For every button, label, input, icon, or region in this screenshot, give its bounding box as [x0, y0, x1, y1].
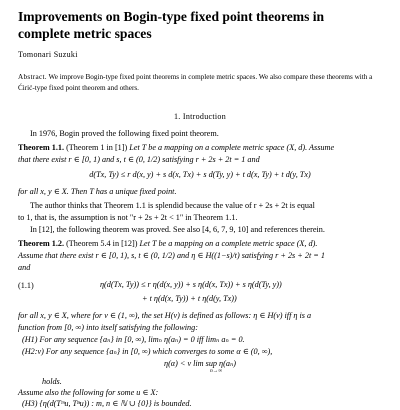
- theorem-1-1-label: Theorem 1.1.: [18, 143, 65, 152]
- equation-label: (1.1): [18, 281, 34, 290]
- abstract-text: We improve Bogin-type fixed point theorems in complete metric spaces. We also compare these theorems with a Ćirić-type fixed point theorem and others.: [18, 73, 373, 92]
- para-line2: to 1, that is, the assumption is not "r + 2s + 2t < 1" in Theorem 1.1.: [18, 213, 238, 222]
- holds-text: holds.: [42, 377, 62, 386]
- theorem-1-2-text4: for all x, y ∈ X, where for v ∈ (1, ∞), the set H(v) is defined as follows: η ∈ H(v) iff η is a: [18, 311, 312, 320]
- intro-text: In 1976, Bogin proved the following fixed point theorem.: [30, 129, 219, 138]
- condition-h1: (H1) For any sequence {aₙ} in [0, ∞), limₙ η(aₙ) = 0 iff limₙ aₙ = 0.: [22, 335, 245, 344]
- assume-text: Assume also the following for some u ∈ X:: [18, 388, 159, 397]
- para-line3: In [12], the following theorem was proved. See also [4, 6, 7, 9, 10] and references therein.: [30, 225, 325, 234]
- theorem-1-2-text1: Let T be a mapping on a complete metric space (X, d).: [139, 239, 318, 248]
- theorem-1-2-ref: (Theorem 5.4 in [12]): [66, 239, 138, 248]
- section-heading: 1. Introduction: [173, 112, 227, 121]
- theorem-1-1-equation: d(Tx, Ty) ≤ r d(x, y) + s d(x, Tx) + s d(Ty, y) + t d(x, Ty) + t d(y, Tx): [89, 170, 311, 179]
- condition-h2-equation: η(α) < v lim sup η(aₙ): [164, 359, 236, 368]
- abstract: [18, 72, 384, 94]
- theorem-1-2-text5: function from [0, ∞) into itself satisfying the following:: [18, 323, 198, 332]
- abstract-label: Abstract.: [18, 73, 47, 81]
- author-name: Tomonari Suzuki: [18, 50, 78, 59]
- theorem-1-1-text1: Let T be a mapping on a complete metric space (X, d). Assume: [129, 143, 335, 152]
- condition-h3: (H3) {η(d(Tᵐu, Tⁿu)) : m, n ∈ ℕ ∪ {0}} is bounded.: [22, 399, 192, 408]
- theorem-1-1-ref: (Theorem 1 in [1]): [66, 143, 128, 152]
- theorem-1-1-text3: for all x, y ∈ X. Then T has a unique fixed point.: [18, 187, 177, 196]
- theorem-1-1-text2: that there exist r ∈ [0, 1) and s, t ∈ (0, 1/2) satisfying r + 2s + 2t = 1 and: [18, 155, 260, 164]
- theorem-1-2-line1: [18, 238, 317, 250]
- theorem-1-2-label: Theorem 1.2.: [18, 239, 65, 248]
- theorem-1-1-line1: [18, 142, 334, 154]
- condition-h2-subscript: n→∞: [210, 368, 223, 374]
- theorem-1-2-text2: Assume that there exist r ∈ [0, 1), s, t ∈ (0, 1/2) and η ∈ H((1−s)/t) satisfying r + 2s + 2t = 1: [18, 251, 325, 260]
- theorem-1-2-text3: and: [18, 263, 31, 272]
- paper-title: Improvements on Bogin-type fixed point theorems in complete metric spaces: [18, 9, 325, 41]
- equation-1-1-line1: η(d(Tx, Ty)) ≤ r η(d(x, y)) + s η(d(x, Tx)) + s η(d(Ty, y)): [100, 280, 282, 289]
- condition-h2: (H2:v) For any sequence {aₙ} in [0, ∞) which converges to some α ∈ (0, ∞),: [22, 347, 273, 356]
- para-line1: The author thinks that Theorem 1.1 is splendid because the value of r + 2s + 2t is equal: [30, 201, 315, 210]
- equation-1-1-line2: + t η(d(x, Ty)) + t η(d(y, Tx)): [142, 294, 237, 303]
